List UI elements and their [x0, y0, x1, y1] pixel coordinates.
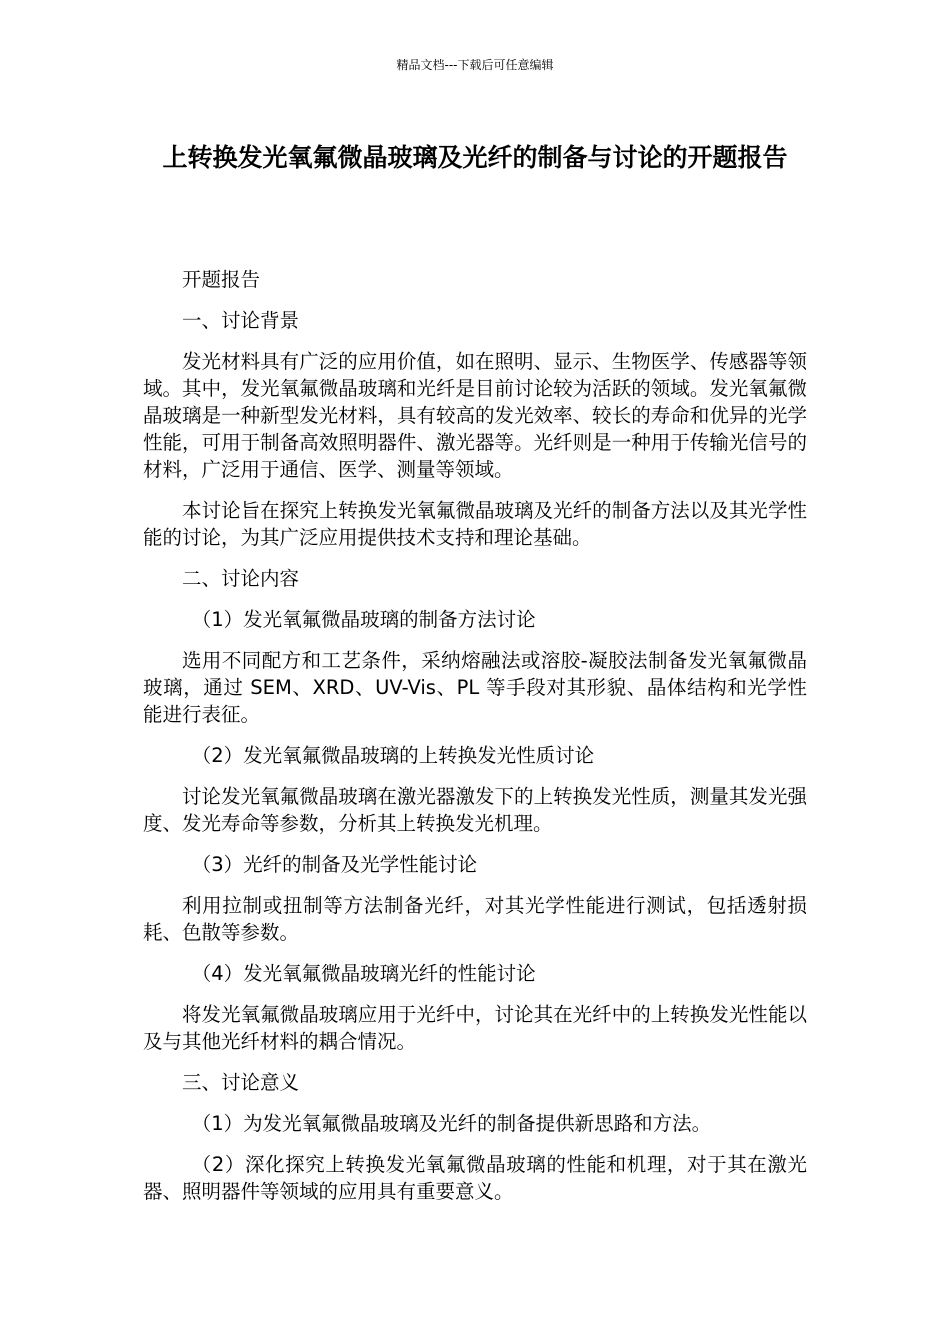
significance-item-1: （1）为发光氧氟微晶玻璃及光纤的制备提供新思路和方法。: [191, 1112, 712, 1135]
background-paragraph-2: 本讨论旨在探究上转换发光氧氟微晶玻璃及光纤的制备方法以及其光学性能的讨论，为其广泛应用提供技术支持和理论基础。: [143, 499, 807, 549]
section-heading-significance: 三、讨论意义: [182, 1071, 300, 1094]
subheading-content-4: （4）发光氧氟微晶玻璃光纤的性能讨论: [191, 962, 536, 985]
document-title: 上转换发光氧氟微晶玻璃及光纤的制备与讨论的开题报告: [162, 143, 788, 172]
document-body: [143, 266, 807, 1219]
subheading-content-1: （1）发光氧氟微晶玻璃的制备方法讨论: [191, 608, 536, 631]
subheading-content-2: （2）发光氧氟微晶玻璃的上转换发光性质讨论: [191, 744, 595, 767]
content-paragraph-3: 利用拉制或扭制等方法制备光纤，对其光学性能进行测试，包括透射损耗、色散等参数。: [143, 894, 807, 944]
background-paragraph-1: 发光材料具有广泛的应用价值，如在照明、显示、生物医学、传感器等领域。其中，发光氧氟微晶玻璃和光纤是目前讨论较为活跃的领域。发光氧氟微晶玻璃是一种新型发光材料，具有较高的发光效率、较长的寿命和优异的光学性能，可用于制备高效照明器件、激光器等。光纤则是一种用于传输光信号的材料，广泛用于通信、医学、测量等领域。: [143, 350, 807, 481]
content-paragraph-1: 选用不同配方和工艺条件，采纳熔融法或溶胶-凝胶法制备发光氧氟微晶玻璃，通过 SEM、XRD、UV-Vis、PL 等手段对其形貌、晶体结构和光学性能进行表征。: [143, 649, 807, 726]
section-label-proposal: 开题报告: [182, 268, 261, 291]
subheading-content-3: （3）光纤的制备及光学性能讨论: [191, 853, 478, 876]
content-paragraph-4: 将发光氧氟微晶玻璃应用于光纤中，讨论其在光纤中的上转换发光性能以及与其他光纤材料的耦合情况。: [143, 1003, 807, 1053]
content-paragraph-2: 讨论发光氧氟微晶玻璃在激光器激发下的上转换发光性质，测量其发光强度、发光寿命等参数，分析其上转换发光机理。: [143, 785, 807, 835]
section-heading-content: 二、讨论内容: [182, 567, 300, 590]
section-heading-background: 一、讨论背景: [182, 309, 300, 332]
page-header-note: 精品文档---下载后可任意编辑: [396, 58, 554, 72]
significance-item-2: （2）深化探究上转换发光氧氟微晶玻璃的性能和机理，对于其在激光器、照明器件等领域的应用具有重要意义。: [143, 1153, 807, 1203]
